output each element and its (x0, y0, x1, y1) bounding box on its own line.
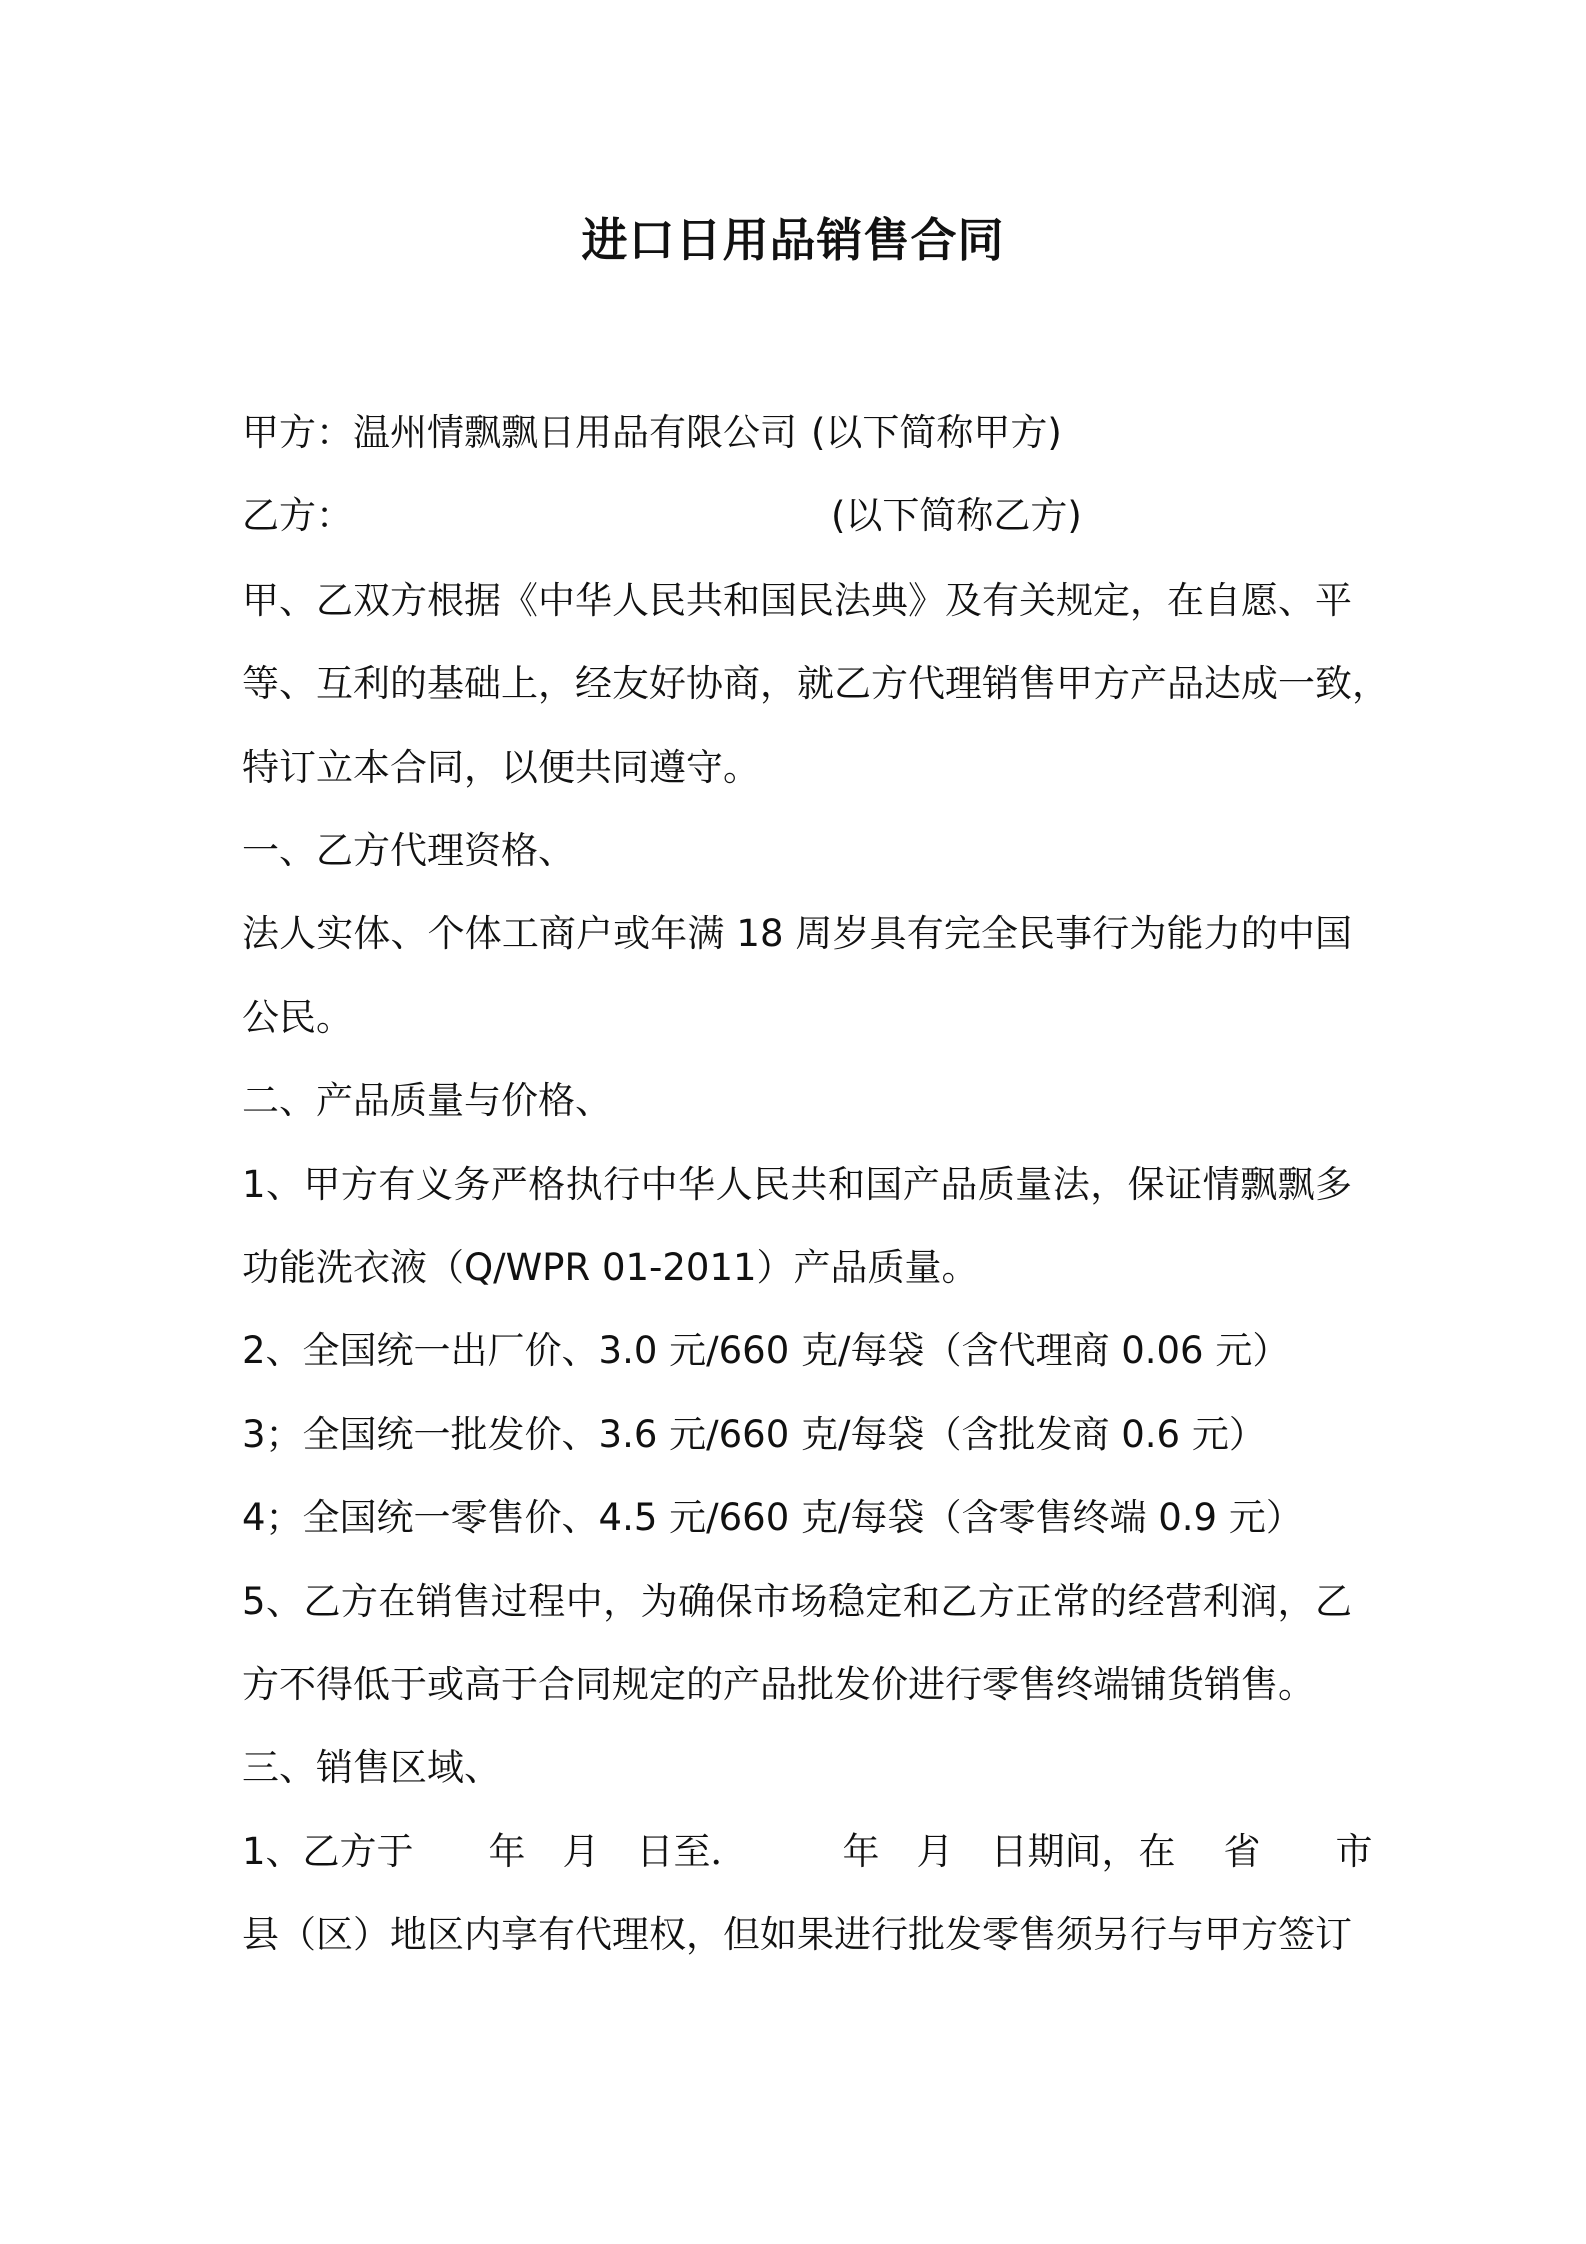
section-1-line-2: 公民。 (242, 996, 353, 1039)
party-a-label: 甲方： (242, 411, 353, 454)
section-2-item-5-line-2: 方不得低于或高于合同规定的产品批发价进行零售终端铺货销售。 (242, 1663, 1315, 1706)
section-3-heading: 三、销售区域、 (242, 1746, 501, 1789)
end-year-label: 年 (842, 1830, 880, 1873)
intro-line-3: 特订立本合同，以便共同遵守。 (242, 746, 760, 789)
section-2-item-4: 4；全国统一零售价、4.5 元/660 克/每袋（含零售终端 0.9 元） (242, 1496, 1303, 1539)
party-a-note: (以下简称甲方) (811, 411, 1062, 454)
section-3-item-1-line-2: 县（区）地区内享有代理权，但如果进行批发零售须另行与甲方签订 (242, 1913, 1352, 1956)
section-2-item-3: 3；全国统一批发价、3.6 元/660 克/每袋（含批发商 0.6 元） (242, 1413, 1266, 1456)
intro-line-2: 等、互利的基础上，经友好协商，就乙方代理销售甲方产品达成一致， (242, 662, 1389, 705)
section-2-item-1-line-2: 功能洗衣液（Q/WPR 01-2011）产品质量。 (242, 1246, 979, 1289)
term-prefix: 1、乙方于 (242, 1830, 414, 1873)
intro-line-1: 甲、乙双方根据《中华人民共和国民法典》及有关规定，在自愿、平 (242, 579, 1352, 622)
city-label: 市 (1335, 1830, 1373, 1873)
province-label: 省 (1223, 1830, 1261, 1873)
section-2-item-2: 2、全国统一出厂价、3.0 元/660 克/每袋（含代理商 0.06 元） (242, 1329, 1290, 1372)
start-day-label: 日至． (636, 1830, 748, 1873)
section-1-heading: 一、乙方代理资格、 (242, 829, 575, 872)
party-a-name: 温州情飘飘日用品有限公司 (353, 411, 797, 454)
section-2-heading: 二、产品质量与价格、 (242, 1079, 612, 1122)
document-title: 进口日用品销售合同 (581, 213, 1005, 267)
section-1-line-1: 法人实体、个体工商户或年满 18 周岁具有完全民事行为能力的中国 (242, 912, 1352, 955)
section-3-item-1-line-1 (242, 1824, 1373, 1880)
section-2-item-5-line-1: 5、乙方在销售过程中，为确保市场稳定和乙方正常的经营利润，乙 (242, 1580, 1352, 1623)
party-b-line (242, 488, 1352, 544)
party-b-label: 乙方： (242, 494, 353, 537)
start-year-label: 年 (488, 1830, 526, 1873)
party-a-line (242, 405, 1352, 461)
end-month-label: 月 (916, 1830, 954, 1873)
party-b-note: (以下简称乙方) (831, 494, 1082, 537)
start-month-label: 月 (562, 1830, 600, 1873)
section-2-item-1-line-1: 1、甲方有义务严格执行中华人民共和国产品质量法，保证情飘飘多 (242, 1163, 1352, 1206)
end-day-label: 日期间，在 (990, 1830, 1176, 1873)
